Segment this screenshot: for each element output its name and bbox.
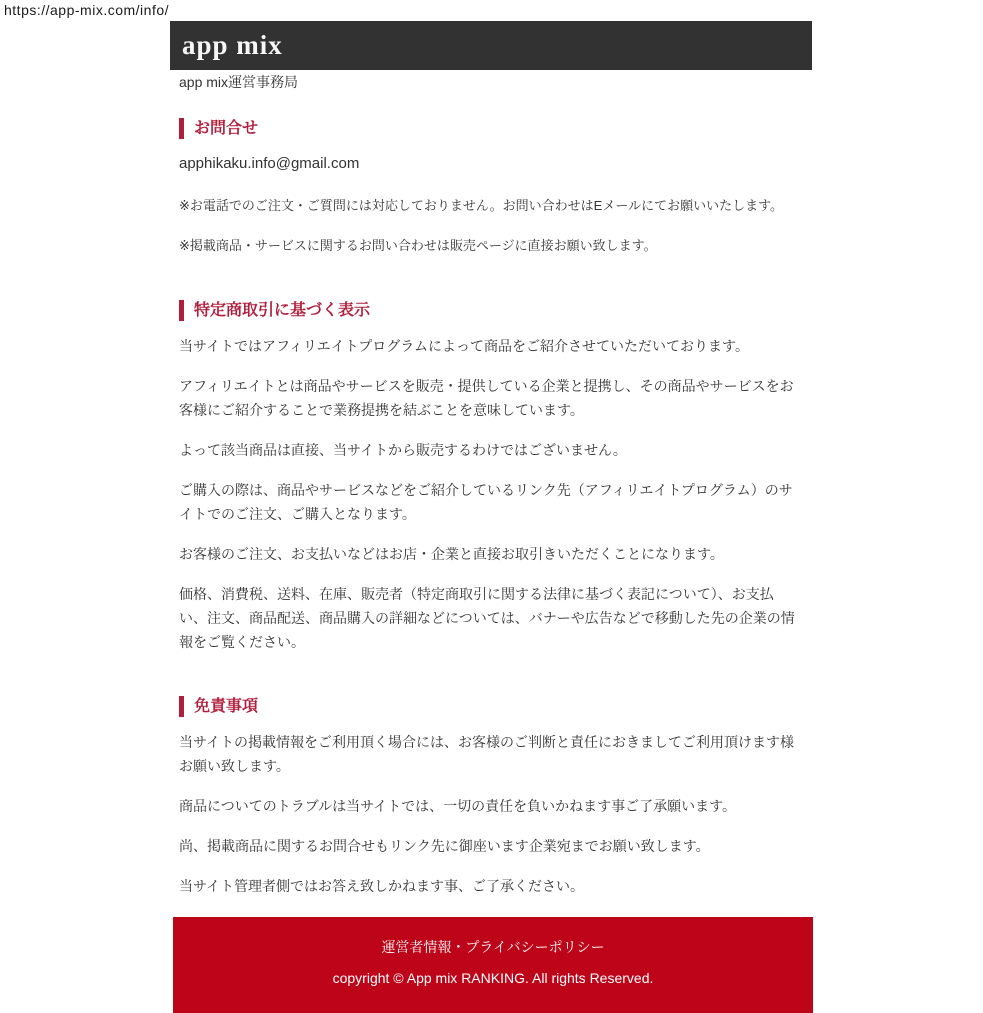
privacy-policy-link[interactable]: 運営者情報・プライバシーポリシー bbox=[381, 939, 605, 955]
paragraph: 当サイトではアフィリエイトプログラムによって商品をご紹介させていただいております。 bbox=[179, 338, 749, 354]
paragraph: よって該当商品は直接、当サイトから販売するわけではございません。 bbox=[179, 442, 627, 458]
page-url-label: https://app-mix.com/info/ bbox=[4, 2, 170, 18]
copyright-text: copyright © App mix RANKING. All rights Reserved. bbox=[332, 970, 654, 986]
section-contact-heading-label: お問合せ bbox=[194, 120, 259, 137]
paragraph: 当サイト管理者側ではお答え致しかねます事、ご了承ください。 bbox=[179, 878, 585, 894]
heading-accent-bar bbox=[179, 696, 184, 717]
content-column bbox=[170, 21, 812, 914]
paragraph: 価格、消費税、送料、在庫、販売者（特定商取引に関する法律に基づく表記について）、お支払い、注文、商品配送、商品購入の詳細などについては、バナーや広告などで移動した先の企業の情報をご覧ください。 bbox=[179, 586, 795, 650]
paragraph: 商品についてのトラブルは当サイトでは、一切の責任を負いかねます事ご了承願います。 bbox=[179, 798, 737, 814]
heading-accent-bar bbox=[179, 300, 184, 321]
site-footer bbox=[173, 917, 813, 1013]
paragraph: お客様のご注文、お支払いなどはお店・企業と直接お取引きいただくことになります。 bbox=[179, 546, 724, 562]
heading-accent-bar bbox=[179, 118, 184, 139]
contact-note: ※お電話でのご注文・ご質問には対応しておりません。お問い合わせはEメールにてお願いいたします。 bbox=[179, 198, 784, 213]
contact-note: ※掲載商品・サービスに関するお問い合わせは販売ページに直接お願い致します。 bbox=[179, 238, 657, 253]
main-content bbox=[170, 70, 812, 898]
section-disclaimer-heading-label: 免責事項 bbox=[194, 698, 259, 715]
paragraph: 尚、掲載商品に関するお問合せもリンク先に御座います企業宛までお願い致します。 bbox=[179, 838, 710, 854]
paragraph: アフィリエイトとは商品やサービスを販売・提供している企業と提携し、その商品やサービスをお客様にご紹介することで業務提携を結ぶことを意味しています。 bbox=[179, 378, 794, 418]
section-tokushoho-heading bbox=[179, 300, 799, 321]
section-contact-heading bbox=[179, 118, 799, 139]
section-disclaimer bbox=[179, 696, 799, 898]
site-header bbox=[170, 21, 812, 70]
paragraph: ご購入の際は、商品やサービスなどをご紹介しているリンク先（アフィリエイトプログラム）のサイトでのご注文、ご購入となります。 bbox=[179, 482, 793, 522]
contact-email: apphikaku.info@gmail.com bbox=[179, 155, 360, 172]
section-contact bbox=[179, 118, 799, 258]
section-tokushoho bbox=[179, 300, 799, 654]
section-disclaimer-heading bbox=[179, 696, 799, 717]
site-operator-name: app mix運営事務局 bbox=[179, 74, 299, 90]
paragraph: 当サイトの掲載情報をご利用頂く場合には、お客様のご判断と責任におきましてご利用頂けます様お願い致します。 bbox=[179, 734, 795, 774]
section-tokushoho-heading-label: 特定商取引に基づく表示 bbox=[194, 302, 371, 319]
site-logo[interactable]: app mix bbox=[182, 30, 283, 60]
